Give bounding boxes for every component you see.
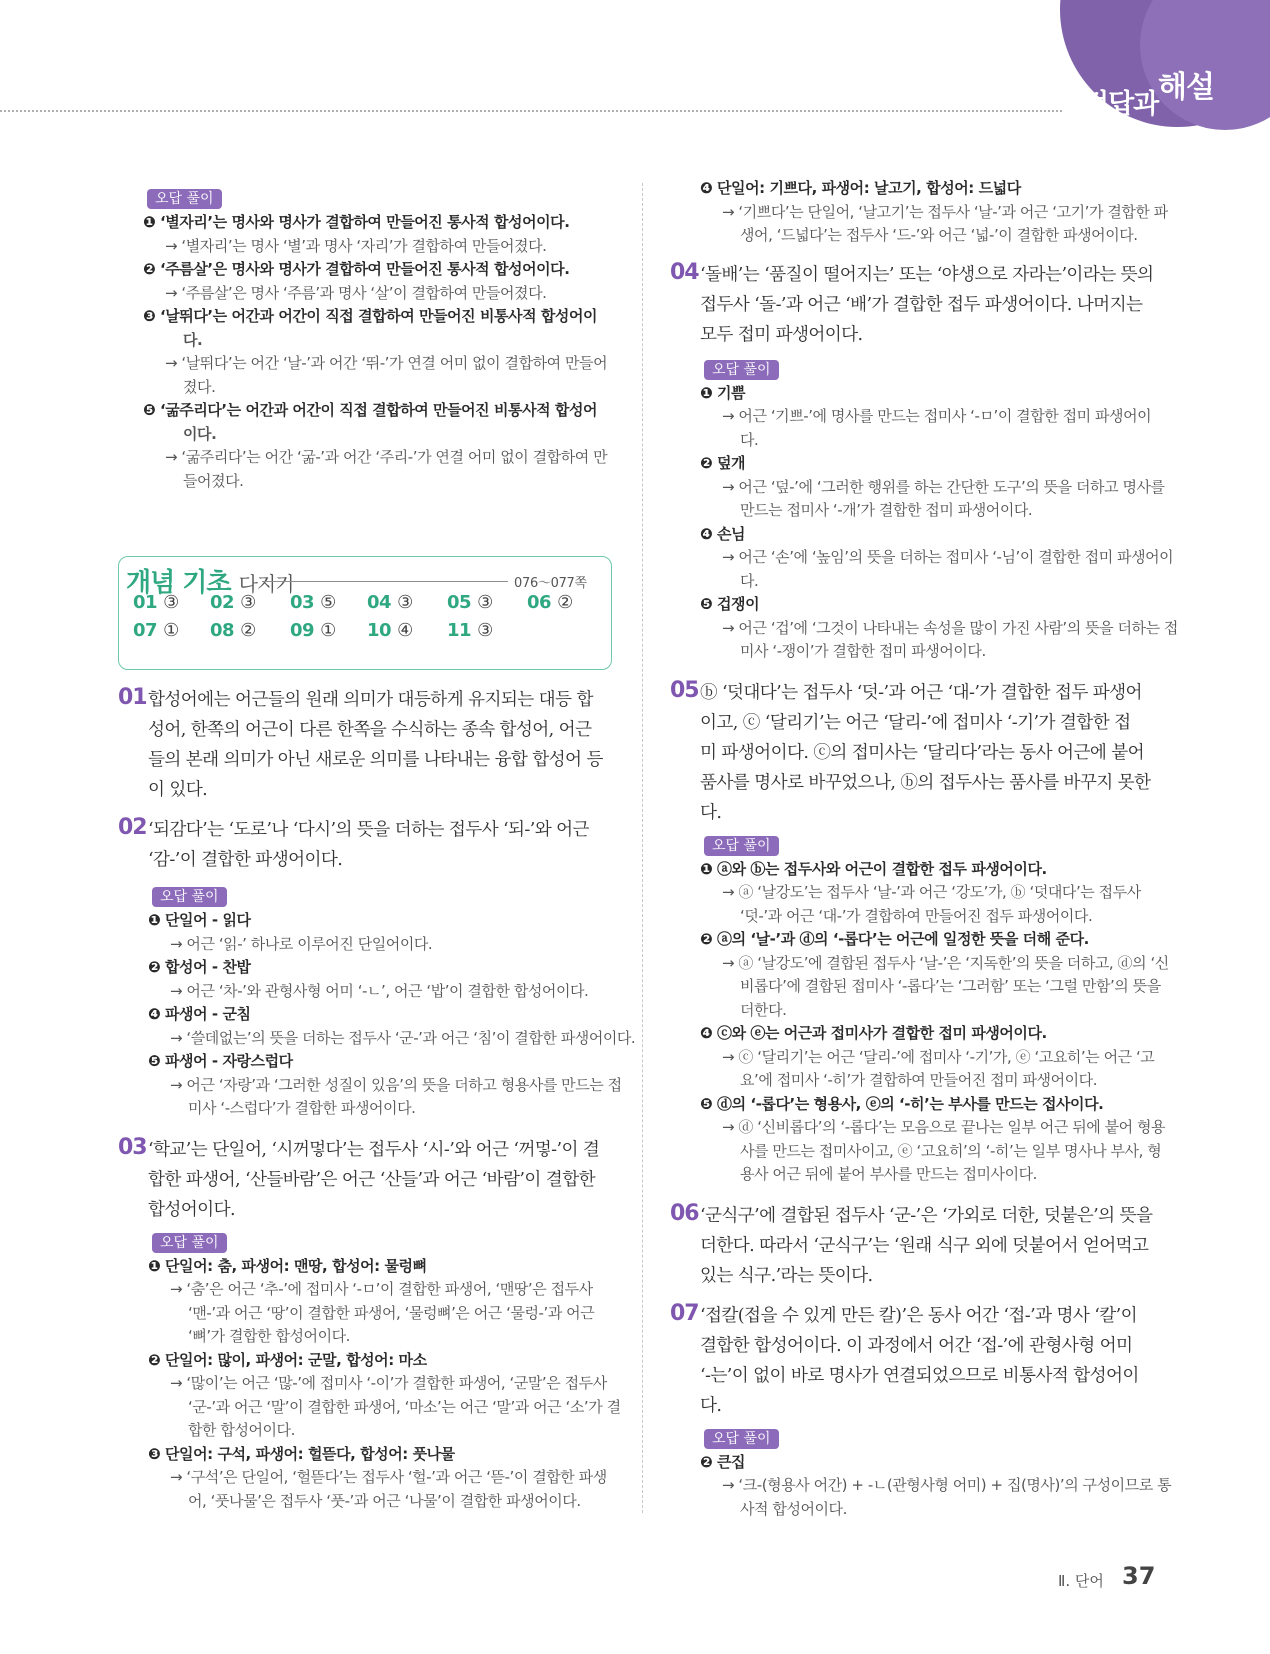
note-heading: ❸ 단일어: 구석, 파생어: 헐뜯다, 합성어: 풋나물 bbox=[148, 1444, 455, 1463]
note-heading: ❷ 큰집 bbox=[700, 1452, 746, 1471]
answer-number: 04 bbox=[367, 592, 392, 613]
note-line: → ‘크-(형용사 어간) + -ㄴ(관형사형 어미) + 집(명사)’의 구성이므로 통 bbox=[722, 1476, 1172, 1494]
note-line: 졌다. bbox=[183, 377, 216, 396]
answer-choice: ① bbox=[320, 620, 336, 641]
answer-number: 05 bbox=[447, 592, 472, 613]
wrong-answer-badge: 오답 풀이 bbox=[152, 887, 227, 907]
question-text bbox=[700, 678, 1165, 828]
answer-choice: ③ bbox=[477, 592, 493, 613]
note-line: → 어근 ‘덮-’에 ‘그러한 행위를 하는 간단한 도구’의 뜻을 더하고 명사를 bbox=[722, 477, 1165, 496]
question-number: 05 bbox=[670, 677, 699, 703]
note-line: → ‘날뛰다’는 어간 ‘날-’과 어간 ‘뛰-’가 연결 어미 없이 결합하여 만들어 bbox=[165, 354, 608, 372]
answer-choice: ⑤ bbox=[320, 592, 336, 613]
question-text bbox=[700, 1201, 1165, 1291]
note-line: ‘맨-’과 어근 ‘땅’이 결합한 파생어, ‘물렁뼈’은 어근 ‘물렁-’과 어근 bbox=[188, 1303, 595, 1322]
note-line: → ‘기쁘다’는 단일어, ‘날고기’는 접두사 ‘날-’과 어근 ‘고기’가 결합한 파 bbox=[722, 202, 1168, 221]
note-heading: 다. bbox=[183, 330, 203, 349]
question-05 bbox=[670, 677, 1169, 1187]
question-line: 더한다. 따라서 ‘군식구’는 ‘원래 식구 외에 덧붙어서 얻어먹고 bbox=[700, 1235, 1149, 1256]
page-number: 37 bbox=[1122, 1562, 1156, 1590]
answer-choice: ① bbox=[163, 620, 179, 641]
wrong-answer-badge: 오답 풀이 bbox=[704, 360, 779, 380]
header-divider bbox=[0, 110, 1062, 112]
note-line: → ⓓ ‘신비롭다’의 ‘-롭다’는 모음으로 끝나는 일부 어근 뒤에 붙어 형용 bbox=[722, 1118, 1166, 1136]
note-line: → 어근 ‘기쁘-’에 명사를 만드는 접미사 ‘-ㅁ’이 결합한 접미 파생어이 bbox=[722, 407, 1152, 425]
question-line: 접두사 ‘돌-’과 어근 ‘배’가 결합한 접두 파생어이다. 나머지는 bbox=[700, 294, 1143, 315]
note-line: → 어근 ‘자랑’과 ‘그러한 성질이 있음’의 뜻을 더하고 형용사를 만드는 접 bbox=[170, 1075, 622, 1094]
answer-number: 08 bbox=[210, 620, 235, 641]
question-line: 합성어이다. bbox=[148, 1199, 235, 1220]
note-list bbox=[143, 211, 613, 493]
note-heading: ❶ ⓐ와 ⓑ는 접두사와 어근이 결합한 접두 파생어이다. bbox=[700, 859, 1047, 878]
note-line: → ⓒ ‘달리기’는 어근 ‘달리-’에 접미사 ‘-기’가, ⓔ ‘고요히’는 어근 ‘고 bbox=[722, 1047, 1155, 1066]
note-line: → ⓐ ‘날강도’는 접두사 ‘날-’과 어근 ‘강도’가, ⓑ ‘덧대다’는 접두사 bbox=[722, 883, 1141, 901]
note-heading: ❷ 합성어 - 찬밥 bbox=[148, 958, 251, 976]
answer-number: 03 bbox=[290, 592, 315, 613]
note-line: 비롭다’에 결합된 접미사 ‘-롭다’는 ‘그러함’ 또는 ‘그럴 만함’의 뜻을 bbox=[740, 977, 1161, 995]
question-line: 다. bbox=[700, 1395, 722, 1416]
question-01 bbox=[118, 685, 613, 805]
column-divider bbox=[642, 183, 643, 1513]
note-heading: ❺ 파생어 - 자랑스럽다 bbox=[148, 1052, 293, 1070]
question-07 bbox=[670, 1300, 1172, 1522]
answer-item bbox=[133, 592, 179, 613]
note-line: 합한 합성어이다. bbox=[188, 1421, 295, 1439]
question-03 bbox=[118, 1134, 621, 1514]
concept-page-range: 076～077쪽 bbox=[514, 576, 587, 591]
question-line: 합성어에는 어근들의 원래 의미가 대등하게 유지되는 대등 합 bbox=[148, 690, 593, 710]
note-line: 생어, ‘드넓다’는 접두사 ‘드-’와 어근 ‘넓-’이 결합한 파생어이다. bbox=[740, 226, 1138, 244]
note-line: → ‘쓸데없는’의 뜻을 더하는 접두사 ‘군-’과 어근 ‘침’이 결합한 파생어이다. bbox=[170, 1028, 636, 1047]
question-line: 들의 본래 의미가 아닌 새로운 의미를 나타내는 융합 합성어 등 bbox=[148, 750, 603, 770]
answer-choice: ④ bbox=[397, 620, 413, 641]
answer-number: 02 bbox=[210, 592, 235, 613]
question-number: 07 bbox=[670, 1300, 699, 1326]
answer-choice: ③ bbox=[477, 620, 493, 641]
question-line: ‘감-’이 결합한 파생어이다. bbox=[148, 850, 343, 870]
question-line: ⓑ ‘덧대다’는 접두사 ‘덧-’과 어근 ‘대-’가 결합한 접두 파생어 bbox=[700, 682, 1142, 703]
note-line: → ‘주름살’은 명사 ‘주름’과 명사 ‘살’이 결합하여 만들어졌다. bbox=[165, 283, 547, 302]
question-text bbox=[700, 260, 1165, 350]
note-heading: ❶ 기쁨 bbox=[700, 383, 746, 402]
question-line: 있는 식구.’라는 뜻이다. bbox=[700, 1265, 873, 1286]
note-line: 만드는 접미사 ‘-개’가 결합한 접미 파생어이다. bbox=[740, 501, 1033, 519]
left-top-notes bbox=[143, 183, 613, 493]
wrong-answer-badge: 오답 풀이 bbox=[152, 1233, 227, 1253]
footer-section: Ⅱ. 단어 bbox=[1058, 1572, 1104, 1590]
note-line: 더한다. bbox=[740, 1000, 787, 1019]
note-line: → ⓐ ‘날강도’에 결합된 접두사 ‘날-’은 ‘지독한’의 뜻을 더하고, ⓓ의 ‘신 bbox=[722, 953, 1169, 972]
note-line: 사를 만드는 접미사이고, ⓔ ‘고요히’의 ‘-히’는 일부 명사나 부사, 형 bbox=[740, 1141, 1162, 1160]
answer-number: 01 bbox=[133, 592, 158, 613]
wrong-answer-badge: 오답 풀이 bbox=[704, 1429, 779, 1449]
note-heading: ❹ 손님 bbox=[700, 524, 746, 543]
wrong-answer-badge: 오답 풀이 bbox=[147, 189, 222, 209]
question-line: ‘되감다’는 ‘도로’나 ‘다시’의 뜻을 더하는 접두사 ‘되-’와 어근 bbox=[148, 820, 589, 840]
note-line: 요’에 접미사 ‘-히’가 결합하여 만들어진 접미 파생어이다. bbox=[740, 1071, 1098, 1089]
note-line: 어, ‘풋나물’은 접두사 ‘풋-’과 어근 ‘나물’이 결합한 파생어이다. bbox=[188, 1491, 581, 1510]
question-text bbox=[148, 815, 613, 875]
note-line: → 어근 ‘읽-’ 하나로 이루어진 단일어이다. bbox=[170, 934, 433, 953]
concept-title-text: 개념 기초 bbox=[126, 568, 231, 598]
note-line: 다. bbox=[740, 430, 759, 449]
left-questions bbox=[118, 685, 636, 1513]
note-line: → 어근 ‘손’에 ‘높임’의 뜻을 더하는 접미사 ‘-님’이 결합한 접미 파생어이 bbox=[722, 548, 1174, 566]
answer-choice: ③ bbox=[240, 592, 256, 613]
note-list bbox=[148, 1255, 621, 1514]
note-line: → 어근 ‘차-’와 관형사형 어미 ‘-ㄴ’, 어근 ‘밥’이 결합한 합성어이다. bbox=[170, 981, 589, 1000]
question-text bbox=[700, 1301, 1165, 1421]
answer-choice: ③ bbox=[397, 592, 413, 613]
answer-item bbox=[367, 620, 413, 641]
note-heading: ❹ ⓒ와 ⓔ는 어근과 접미사가 결합한 접미 파생어이다. bbox=[700, 1024, 1047, 1042]
question-line: ‘군식구’에 결합된 접두사 ‘군-’은 ‘가외로 더한, 덧붙은’의 뜻을 bbox=[700, 1205, 1153, 1226]
note-line: 미사 ‘-쟁이’가 결합한 접미 파생어이다. bbox=[740, 642, 986, 660]
question-number: 06 bbox=[670, 1200, 699, 1226]
note-list bbox=[670, 177, 1168, 248]
answer-number: 06 bbox=[527, 592, 552, 613]
answer-number: 07 bbox=[133, 620, 158, 641]
answer-number: 10 bbox=[367, 620, 392, 641]
note-line: 다. bbox=[740, 571, 759, 590]
question-line: 품사를 명사로 바꾸었으나, ⓑ의 접두사는 품사를 바꾸지 못한 bbox=[700, 772, 1151, 793]
question-02 bbox=[118, 815, 636, 1121]
note-heading: ❹ 파생어 - 군침 bbox=[148, 1005, 251, 1023]
question-line: ‘접칼(접을 수 있게 만든 칼)’은 동사 어간 ‘접-’과 명사 ‘칼’이 bbox=[700, 1305, 1138, 1326]
question-06 bbox=[670, 1201, 1165, 1291]
note-heading: ❷ 단일어: 많이, 파생어: 군말, 합성어: 마소 bbox=[148, 1350, 427, 1369]
question-line: 결합한 합성어이다. 이 과정에서 어간 ‘접-’에 관형사형 어미 bbox=[700, 1335, 1133, 1356]
question-line: 합한 파생어, ‘산들바람’은 어근 ‘산들’과 어근 ‘바람’이 결합한 bbox=[148, 1169, 595, 1190]
question-number: 01 bbox=[118, 685, 147, 710]
note-heading: ❶ 단일어: 춤, 파생어: 맨땅, 합성어: 물렁뼈 bbox=[148, 1256, 427, 1275]
note-heading: ❷ ‘주름살’은 명사와 명사가 결합하여 만들어진 통사적 합성어이다. bbox=[143, 260, 570, 278]
question-text bbox=[148, 1135, 613, 1225]
note-heading: ❷ ⓐ의 ‘날-’과 ⓓ의 ‘-롭다’는 어근에 일정한 뜻을 더해 준다. bbox=[700, 930, 1089, 948]
note-heading: ❷ 덮개 bbox=[700, 454, 746, 472]
question-line: ‘학교’는 단일어, ‘시꺼멓다’는 접두사 ‘시-’와 어근 ‘꺼멓-’이 결 bbox=[148, 1139, 600, 1160]
note-line: 사적 합성어이다. bbox=[740, 1499, 847, 1518]
answer-item bbox=[367, 592, 413, 613]
note-heading: ❹ 단일어: 기쁘다, 파생어: 날고기, 합성어: 드넓다 bbox=[700, 179, 1021, 197]
question-line: ‘돌배’는 ‘품질이 떨어지는’ 또는 ‘야생으로 자라는’이라는 뜻의 bbox=[700, 264, 1154, 285]
note-line: → ‘굶주리다’는 어간 ‘굶-’과 어간 ‘주리-’가 연결 어미 없이 결합하여 만 bbox=[165, 448, 608, 466]
header-tab-main: 정답과 bbox=[1083, 89, 1159, 120]
answer-choice: ③ bbox=[163, 592, 179, 613]
note-line: → ‘춤’은 어근 ‘추-’에 접미사 ‘-ㅁ’이 결합한 파생어, ‘맨땅’은 접두사 bbox=[170, 1280, 593, 1298]
note-heading: ❶ ‘별자리’는 명사와 명사가 결합하여 만들어진 통사적 합성어이다. bbox=[143, 213, 570, 231]
answer-number: 09 bbox=[290, 620, 315, 641]
note-heading: 이다. bbox=[183, 424, 217, 443]
question-line: ‘-는’이 없이 바로 명사가 연결되었으므로 비통사적 합성어이 bbox=[700, 1365, 1139, 1386]
note-line: → 어근 ‘겁’에 ‘그것이 나타내는 속성을 많이 가진 사람’의 뜻을 더하는 접 bbox=[722, 618, 1178, 637]
note-heading: ❺ 겁쟁이 bbox=[700, 595, 760, 613]
answer-item bbox=[210, 620, 256, 641]
note-line: 용사 어근 뒤에 붙어 부사를 만드는 접미사이다. bbox=[740, 1165, 1037, 1183]
right-column bbox=[670, 177, 1178, 1521]
answer-item bbox=[133, 620, 179, 641]
answer-item bbox=[290, 620, 336, 641]
answer-item bbox=[527, 592, 573, 613]
note-heading: ❸ ‘날뛰다’는 어간과 어간이 직접 결합하여 만들어진 비통사적 합성어이 bbox=[143, 307, 598, 325]
question-line: 모두 접미 파생어이다. bbox=[700, 324, 863, 345]
note-list bbox=[700, 858, 1169, 1187]
question-number: 02 bbox=[118, 815, 147, 840]
note-line: 들어졌다. bbox=[183, 471, 244, 490]
answer-item bbox=[290, 592, 336, 613]
answer-choice: ② bbox=[240, 620, 256, 641]
question-line: 성어, 한쪽의 어근이 다른 한쪽을 수식하는 종속 합성어, 어근 bbox=[148, 720, 592, 740]
answer-number: 11 bbox=[447, 620, 472, 641]
note-line: → ‘많이’는 어근 ‘많-’에 접미사 ‘-이’가 결합한 파생어, ‘군말’은 접두사 bbox=[170, 1374, 607, 1392]
note-heading: ❺ ‘굶주리다’는 어간과 어간이 직접 결합하여 만들어진 비통사적 합성어 bbox=[143, 401, 598, 419]
question-line: 이고, ⓒ ‘달리기’는 어근 ‘달리-’에 접미사 ‘-기’가 결합한 접 bbox=[700, 712, 1131, 733]
answer-item bbox=[447, 592, 493, 613]
concept-box-rule bbox=[262, 581, 508, 582]
question-04 bbox=[670, 259, 1178, 664]
question-line: 미 파생어이다. ⓒ의 접미사는 ‘달리다’라는 동사 어근에 붙어 bbox=[700, 742, 1145, 763]
note-line: 미사 ‘-스럽다’가 결합한 파생어이다. bbox=[188, 1099, 416, 1117]
note-heading: ❶ 단일어 - 읽다 bbox=[148, 911, 251, 929]
note-list bbox=[700, 382, 1178, 664]
note-line: ‘군-’과 어근 ‘말’이 결합한 파생어, ‘마소’는 어근 ‘말’과 어근 ‘소’가 결 bbox=[188, 1397, 621, 1416]
question-number: 04 bbox=[670, 259, 699, 285]
note-line: → ‘구석’은 단일어, ‘헐뜯다’는 접두사 ‘헐-’과 어근 ‘뜯-’이 결합한 파생 bbox=[170, 1468, 607, 1486]
answer-item bbox=[210, 592, 256, 613]
note-heading: ❺ ⓓ의 ‘-롭다’는 형용사, ⓔ의 ‘-히’는 부사를 만드는 접사이다. bbox=[700, 1094, 1104, 1113]
header-tab-sub: 해설 bbox=[1158, 70, 1214, 105]
wrong-answer-badge: 오답 풀이 bbox=[704, 836, 779, 856]
note-line: ‘뼈’가 결합한 합성어이다. bbox=[188, 1327, 350, 1345]
note-list bbox=[148, 909, 636, 1121]
answer-item bbox=[447, 620, 493, 641]
note-line: → ‘별자리’는 명사 ‘별’과 명사 ‘자리’가 결합하여 만들어졌다. bbox=[165, 236, 547, 255]
note-line: ‘덧-’과 어근 ‘대-’가 결합하여 만들어진 접두 파생어이다. bbox=[740, 906, 1093, 925]
answer-choice: ② bbox=[557, 592, 573, 613]
concept-subtitle: 다지기 bbox=[238, 572, 294, 596]
question-text bbox=[148, 685, 613, 805]
note-list bbox=[700, 1451, 1172, 1522]
question-line: 이 있다. bbox=[148, 780, 208, 800]
question-number: 03 bbox=[118, 1134, 147, 1160]
question-line: 다. bbox=[700, 802, 722, 823]
